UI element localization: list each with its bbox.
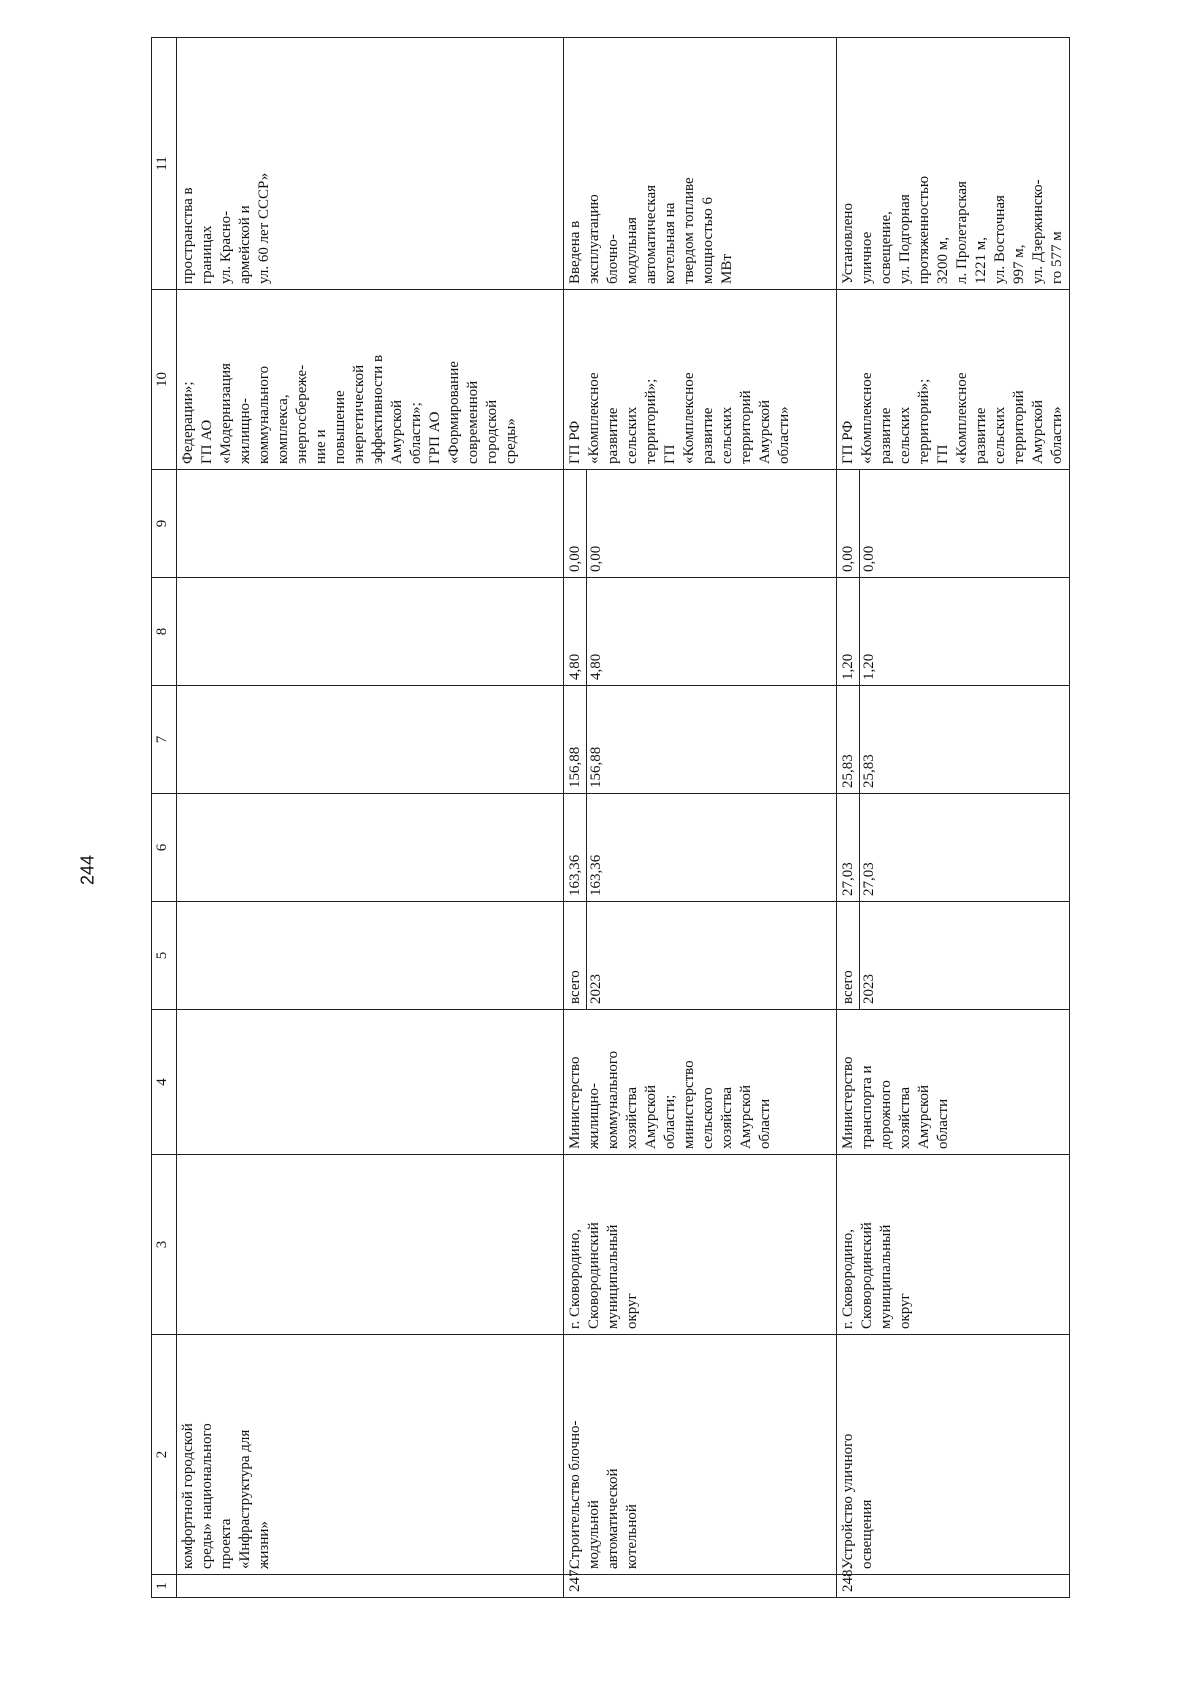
cell-programs: Федерации»; ГП АО «Модернизация жилищно- коммунального комплекса, энергосбереже- ние и повышение энергетической эффективности в Амурской области»; ГРП АО «Формирование современной городской среды» xyxy=(177,290,564,470)
header-cell: 9 xyxy=(152,470,177,578)
header-row xyxy=(152,38,177,1598)
table-row xyxy=(837,38,1070,1598)
cell-responsible: Министерство транспорта и дорожного хозяйства Амурской области xyxy=(837,1010,1070,1155)
value-total: 4,80 xyxy=(566,578,587,685)
cell-c6 xyxy=(564,794,837,902)
cell-c8 xyxy=(837,578,1070,686)
header-cell: 3 xyxy=(152,1155,177,1335)
value-total: 0,00 xyxy=(566,470,587,577)
value-total: 25,83 xyxy=(839,686,860,793)
period-year: 2023 xyxy=(861,974,877,1004)
value-year: 4,80 xyxy=(588,653,604,680)
cell-c6 xyxy=(837,794,1070,902)
value-total: 0,00 xyxy=(839,470,860,577)
cell-name: Строительство блочно- модульной автоматической котельной xyxy=(564,1335,837,1575)
cell-name: комфортной городской среды» национального проекта «Инфраструктура для жизни» xyxy=(177,1335,564,1575)
header-cell: 4 xyxy=(152,1010,177,1155)
value-year: 0,00 xyxy=(588,545,604,572)
value-year: 156,88 xyxy=(588,746,604,788)
value-year: 0,00 xyxy=(861,545,877,572)
cell-location: г. Сковородино, Сковородинский муниципальный округ xyxy=(837,1155,1070,1335)
cell-num: 248. xyxy=(837,1575,1070,1598)
cell-c9 xyxy=(837,470,1070,578)
cell-location xyxy=(177,1155,564,1335)
header-cell: 6 xyxy=(152,794,177,902)
cell-responsible: Министерство жилищно- коммунального хозяйства Амурской области; министерство сельского хозяйства Амурской области xyxy=(564,1010,837,1155)
cell-c8 xyxy=(564,578,837,686)
value-year: 27,03 xyxy=(861,862,877,896)
rotated-table-sheet xyxy=(151,38,1098,1598)
period-total: всего xyxy=(566,902,587,1009)
cell-result: Установлено уличное освещение, ул. Подгорная протяженностью 3200 м, л. Пролетарская 1221 м, ул. Восточная 997 м, ул. Дзержинско- го 577 м xyxy=(837,38,1070,290)
header-cell: 10 xyxy=(152,290,177,470)
cell-c8 xyxy=(177,578,564,686)
value-total: 1,20 xyxy=(839,578,860,685)
cell-responsible xyxy=(177,1010,564,1155)
header-cell: 8 xyxy=(152,578,177,686)
cell-c9 xyxy=(177,470,564,578)
header-cell: 11 xyxy=(152,38,177,290)
cell-num xyxy=(177,1575,564,1598)
period-year: 2023 xyxy=(588,974,604,1004)
cell-c7 xyxy=(564,686,837,794)
cell-name: Устройство уличного освещения xyxy=(837,1335,1070,1575)
header-cell: 1 xyxy=(152,1575,177,1598)
cell-c6 xyxy=(177,794,564,902)
cell-programs: ГП РФ «Комплексное развитие сельских территорий»; ГП «Комплексное развитие сельских территорий Амурской области» xyxy=(837,290,1070,470)
data-table xyxy=(151,37,1070,1598)
cell-c7 xyxy=(177,686,564,794)
cell-period xyxy=(837,902,1070,1010)
cell-location: г. Сковородино, Сковородинский муниципальный округ xyxy=(564,1155,837,1335)
page-number: 244 xyxy=(77,854,98,886)
cell-period xyxy=(564,902,837,1010)
table-row-continuation xyxy=(177,38,564,1598)
value-total: 27,03 xyxy=(839,794,860,901)
header-cell: 7 xyxy=(152,686,177,794)
cell-c9 xyxy=(564,470,837,578)
value-total: 156,88 xyxy=(566,686,587,793)
header-cell: 5 xyxy=(152,902,177,1010)
cell-num: 247. xyxy=(564,1575,837,1598)
cell-programs: ГП РФ «Комплексное развитие сельских территорий»; ГП «Комплексное развитие сельских территорий Амурской области» xyxy=(564,290,837,470)
cell-result: Введена в эксплуатацию блочно- модульная автоматическая котельная на твердом топливе мощностью 6 МВт xyxy=(564,38,837,290)
cell-result: пространства в границах ул. Красно- армейской и ул. 60 лет СССР» xyxy=(177,38,564,290)
cell-c7 xyxy=(837,686,1070,794)
value-year: 163,36 xyxy=(588,854,604,896)
table-row xyxy=(564,38,837,1598)
header-cell: 2 xyxy=(152,1335,177,1575)
value-year: 1,20 xyxy=(861,653,877,680)
period-total: всего xyxy=(839,902,860,1009)
cell-period xyxy=(177,902,564,1010)
value-total: 163,36 xyxy=(566,794,587,901)
value-year: 25,83 xyxy=(861,754,877,788)
